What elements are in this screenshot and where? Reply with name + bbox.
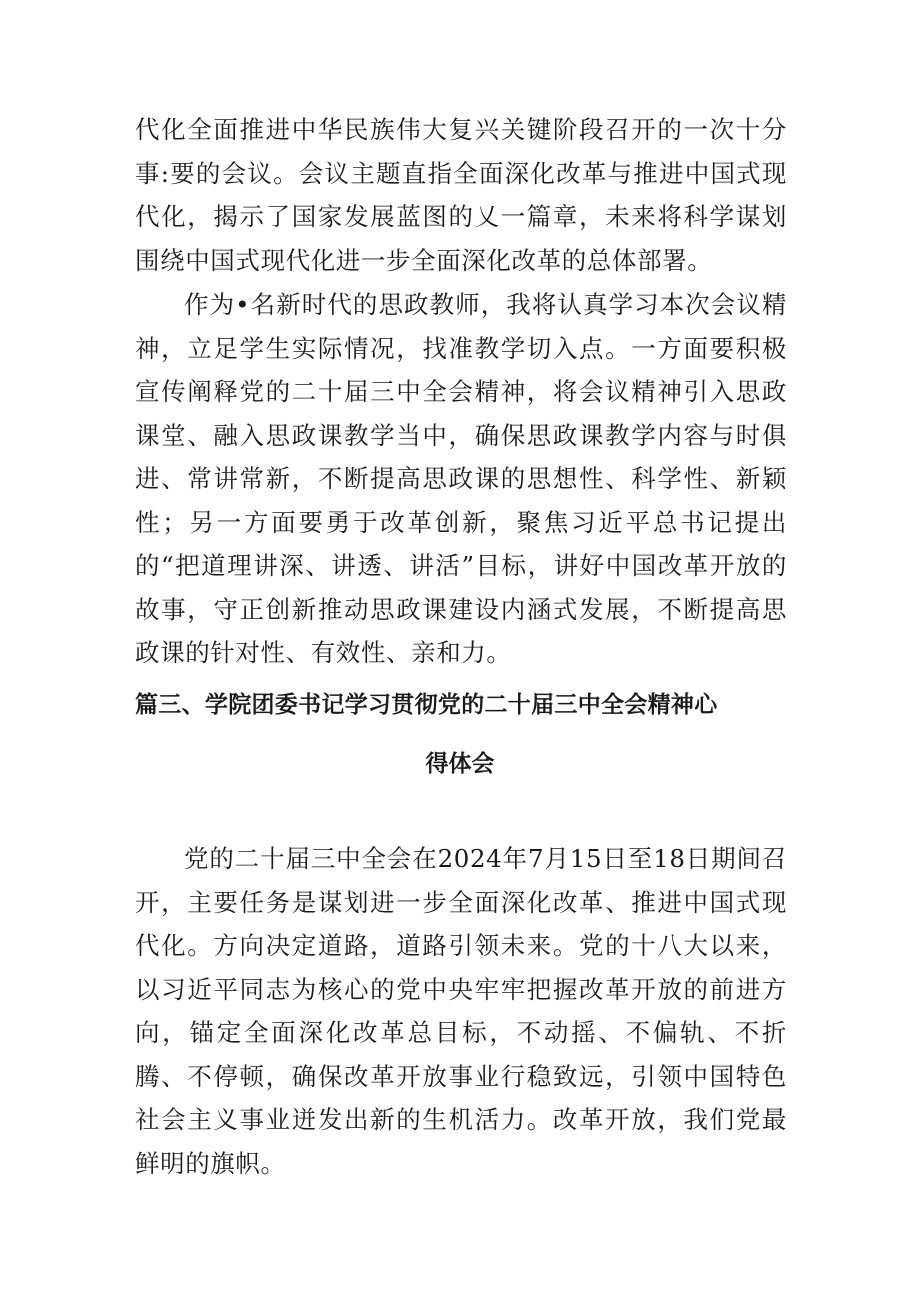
- paragraph-continuation: 代化全面推进中华民族伟大复兴关键阶段召开的一次十分事:要的会议。会议主题直指全面深化改革与推进中国式现代化，揭示了国家发展蓝图的乂一篇章，未来将科学谋划围绕中国式现代化进一步全面深化改革的总体部署。: [135, 115, 787, 275]
- section-heading-line1: 篇三、学院团委书记学习贯彻党的二十届三中全会精神心: [135, 692, 718, 718]
- section-heading-line2: 得体会: [425, 751, 495, 777]
- paragraph-plenum-summary: 党的二十届三中全会在2024年7月15日至18日期间召开，主要任务是谋划进一步全面深化改革、推进中国式现代化。方向决定道路，道路引领未来。党的十八大以来，以习近平同志为核心的党中央牢牢把握改革开放的前进方向，锚定全面深化改革总目标，不动摇、不偏轨、不折腾、不停顿，确保改革开放事业行稳致远，引领中国特色社会主义事业迸发出新的生机活力。改革开放，我们党最鲜明的旗帜。: [135, 844, 787, 1178]
- paragraph-teacher-reflection: 作为•名新时代的思政教师，我将认真学习本次会议精神，立足学生实际情况，找准教学切入点。一方面要积极宣传阐释党的二十届三中全会精神，将会议精神引入思政课堂、融入思政课教学当中，确保思政课教学内容与时俱进、常讲常新，不断提高思政课的思想性、科学性、新颖性；另一方面要勇于改革创新，聚焦习近平总书记提出的“把道理讲深、讲透、讲活”目标，讲好中国改革开放的故事，守正创新推动思政课建设内涵式发展，不断提高思政课的针对性、有效性、亲和力。: [135, 290, 787, 667]
